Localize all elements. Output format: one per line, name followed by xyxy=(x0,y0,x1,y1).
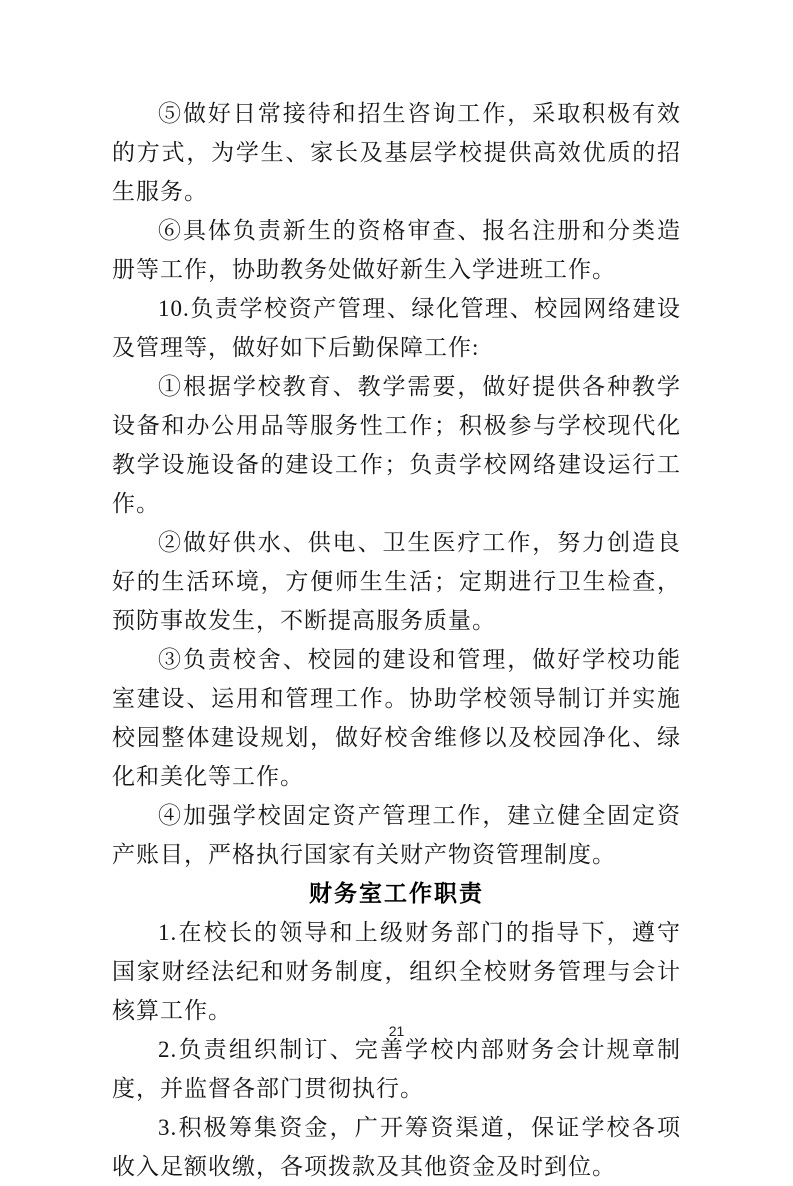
paragraph: 3.积极筹集资金，广开筹资渠道，保证学校各项收入足额收缴，各项拨款及其他资金及时到位。 xyxy=(112,1115,681,1179)
paragraph: ②做好供水、供电、卫生医疗工作，努力创造良好的生活环境，方便师生生活；定期进行卫生检查，预防事故发生，不断提高服务质量。 xyxy=(112,530,681,633)
page-number: 21 xyxy=(388,1023,405,1039)
paragraph: 10.负责学校资产管理、绿化管理、校园网络建设及管理等，做好如下后勤保障工作: xyxy=(112,296,681,360)
paragraph: 2.负责组织制订、完善学校内部财务会计规章制度，并监督各部门贯彻执行。 xyxy=(112,1037,681,1101)
paragraph: ③负责校舍、校园的建设和管理，做好学校功能室建设、运用和管理工作。协助学校领导制订并实施校园整体建设规划，做好校舍维修以及校园净化、绿化和美化等工作。 xyxy=(112,647,681,789)
paragraph: ⑥具体负责新生的资格审查、报名注册和分类造册等工作，协助教务处做好新生入学进班工作。 xyxy=(112,218,681,282)
paragraph: ①根据学校教育、教学需要，做好提供各种教学设备和办公用品等服务性工作；积极参与学校现代化教学设施设备的建设工作；负责学校网络建设运行工作。 xyxy=(112,374,681,516)
paragraph: ⑤做好日常接待和招生咨询工作，采取积极有效的方式，为学生、家长及基层学校提供高效优质的招生服务。 xyxy=(112,101,681,204)
paragraph: ④加强学校固定资产管理工作，建立健全固定资产账目，严格执行国家有关财产物资管理制度。 xyxy=(112,803,681,867)
paragraph: 1.在校长的领导和上级财务部门的指导下，遵守国家财经法纪和财务制度，组织全校财务管理与会计核算工作。 xyxy=(112,920,681,1023)
section-heading-finance-office-duties: 财务室工作职责 xyxy=(309,881,484,906)
